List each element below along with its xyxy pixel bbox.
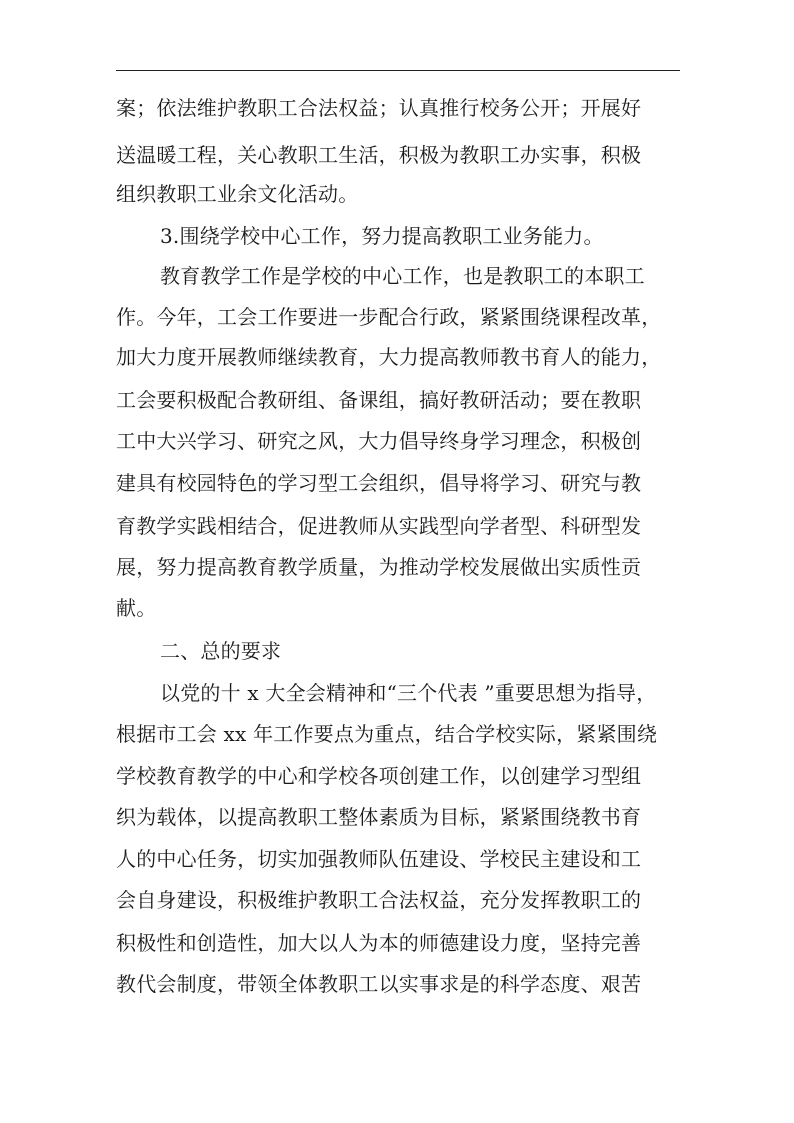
text-line: 组织教职工业余文化活动。 bbox=[116, 182, 359, 206]
text-line: 献。 bbox=[116, 596, 157, 620]
text-line: 织为载体，以提高教职工整体素质为目标，紧紧围绕教书育 bbox=[116, 805, 642, 829]
text-line: 会自身建设，积极维护教职工合法权益，充分发挥教职工的 bbox=[116, 888, 642, 912]
text-line: 积极性和创造性，加大以人为本的师德建设力度，坚持完善 bbox=[116, 931, 642, 955]
text-line: 作。今年，工会工作要进一步配合行政，紧紧围绕课程改革， bbox=[116, 305, 662, 329]
text-line: 工中大兴学习、研究之风，大力倡导终身学习理念，积极创 bbox=[116, 429, 642, 453]
text-line: 展，努力提高教育教学质量，为推动学校发展做出实质性贡 bbox=[116, 555, 642, 579]
text-line: 根据市工会 xx 年工作要点为重点，结合学校实际，紧紧围绕 bbox=[116, 722, 658, 746]
text-line: 学校教育教学的中心和学校各项创建工作，以创建学习型组 bbox=[116, 764, 642, 788]
text-line: 加大力度开展教师继续教育，大力提高教师教书育人的能力， bbox=[116, 345, 662, 369]
text-line: 教育教学工作是学校的中心工作，也是教职工的本职工 bbox=[160, 264, 645, 288]
section-heading: 3.围绕学校中心工作，努力提高教职工业务能力。 bbox=[160, 224, 604, 248]
text-line: 教代会制度，带领全体教职工以实事求是的科学态度、艰苦 bbox=[116, 972, 642, 996]
section-heading: 二、总的要求 bbox=[160, 639, 282, 663]
text-line: 建具有校园特色的学习型工会组织，倡导将学习、研究与教 bbox=[116, 471, 642, 495]
text-line: 送温暖工程，关心教职工生活，积极为教职工办实事，积极 bbox=[116, 143, 642, 167]
text-line: 工会要积极配合教研组、备课组，搞好教研活动；要在教职 bbox=[116, 388, 642, 412]
header-rule bbox=[116, 70, 680, 71]
text-line: 育教学实践相结合，促进教师从实践型向学者型、科研型发 bbox=[116, 514, 642, 538]
text-line: 人的中心任务，切实加强教师队伍建设、学校民主建设和工 bbox=[116, 847, 642, 871]
text-line: 案；依法维护教职工合法权益；认真推行校务公开；开展好 bbox=[116, 96, 642, 120]
text-line: 以党的十 x 大全会精神和“三个代表 ”重要思想为指导， bbox=[160, 681, 657, 705]
